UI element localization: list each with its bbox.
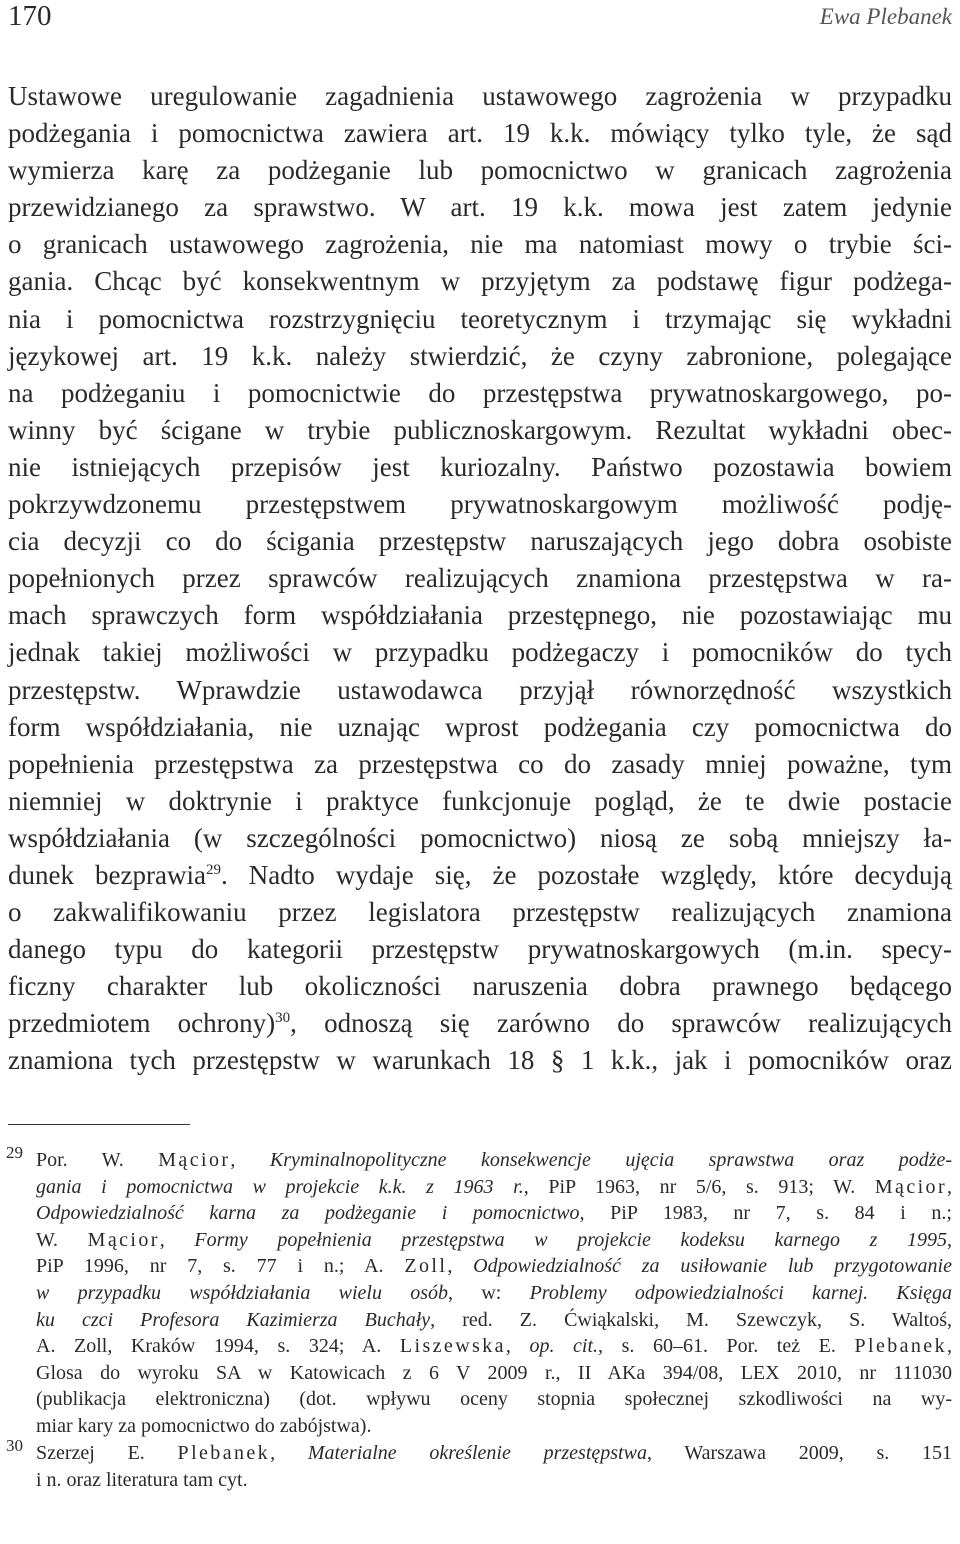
text-line: cia decyzji co do ścigania przestępstw naruszających jego dobra osobiste — [8, 526, 952, 557]
footnote-ref-29[interactable]: 29 — [205, 861, 221, 878]
text-line: językowej art. 19 k.k. należy stwierdzić, że czyny zabronione, polegające — [8, 340, 952, 371]
text-line: popełnionych przez sprawców realizujących znamiona przestępstwa w ra- — [8, 563, 952, 594]
author-name: Mącior — [874, 1175, 948, 1198]
text-line: podżegania i pomocnictwa zawiera art. 19 k.k. mówiący tylko tyle, że sąd — [8, 118, 952, 149]
text-line — [8, 1005, 952, 1042]
text-fragment: , — [946, 1335, 952, 1358]
footnote-line — [36, 1174, 952, 1201]
text-fragment: , w: — [448, 1281, 530, 1304]
footnote-separator — [8, 1124, 190, 1125]
footnote-number: 30 — [6, 1436, 23, 1455]
text-fragment: , — [270, 1442, 308, 1464]
text-fragment: , s. 60–61. Por. też E. — [598, 1335, 855, 1358]
footnote-line — [36, 1440, 952, 1467]
footnote-line — [36, 1253, 952, 1280]
footnote-line: (publikacja elektroniczna) (dot. wpływu oceny stopnia społecznej szkodliwości na wy- — [36, 1388, 952, 1411]
text-line: znamiona tych przestępstw w warunkach 18 § 1 k.k., jak i pomocników oraz — [8, 1045, 952, 1076]
footnote-29 — [36, 1147, 952, 1440]
footnote-line: miar kary za pomocnictwo do zabójstwa). — [36, 1414, 372, 1437]
text-fragment: , — [947, 1228, 953, 1251]
text-line: mach sprawczych form współdziałania przestępnego, nie pozostawiając mu — [8, 600, 952, 631]
footnote-line: i n. oraz literatura tam cyt. — [36, 1468, 248, 1491]
work-title: Odpowiedzialność za usiłowanie lub przygotowanie — [473, 1255, 952, 1278]
text-line: przewidzianego za sprawstwo. W art. 19 k.k. mowa jest zatem jedynie — [8, 192, 952, 223]
text-line: niemniej w doktrynie i praktyce funkcjonuje pogląd, że te dwie postacie — [8, 785, 952, 816]
work-title: Odpowiedzialność karna za podżeganie i pomocnictwo — [36, 1202, 580, 1225]
text-fragment: , — [947, 1175, 953, 1198]
footnote-line — [36, 1147, 952, 1174]
text-line: nie istniejących przepisów jest kuriozalny. Państwo pozostawia bowiem — [8, 451, 952, 482]
footnote-ref-30[interactable]: 30 — [275, 1010, 291, 1027]
work-title: ku czci Profesora Kazimierza Buchały — [36, 1308, 431, 1331]
author-name: Plebanek — [177, 1442, 271, 1464]
author-name: Liszewska — [399, 1335, 506, 1358]
footnote-line — [36, 1333, 952, 1360]
author-name: Zoll — [404, 1255, 448, 1278]
text-line: przestępstw. Wprawdzie ustawodawca przyjął równorzędność wszystkich — [8, 674, 952, 705]
text-line: ficzny charakter lub okoliczności naruszenia dobra prawnego będącego — [8, 971, 952, 1002]
author-name: Plebanek — [854, 1335, 947, 1358]
text-fragment: W. — [36, 1228, 88, 1251]
text-line: wymierza karę za podżeganie lub pomocnictwo w granicach zagrożenia — [8, 155, 952, 186]
work-title: Materialne określenie przestępstwa — [307, 1442, 647, 1464]
text-line: Ustawowe uregulowanie zagadnienia ustawowego zagrożenia w przypadku — [8, 81, 952, 111]
text-fragment: , red. Z. Ćwiąkalski, M. Szewczyk, S. Waltoś, — [430, 1308, 952, 1331]
text-fragment: , — [505, 1335, 530, 1358]
text-line: o granicach ustawowego zagrożenia, nie ma natomiast mowy o trybie ści- — [8, 229, 952, 260]
text-fragment: , PiP 1983, nr 7, s. 84 i n.; — [579, 1202, 952, 1225]
text-line: pokrzywdzonemu przestępstwem prywatnoskargowym możliwość podję- — [8, 489, 952, 520]
body-paragraph — [8, 78, 952, 1080]
running-head-author: Ewa Plebanek — [819, 4, 952, 29]
text-line — [8, 857, 952, 894]
text-fragment: , — [159, 1228, 195, 1251]
text-line: na podżeganiu i pomocnictwie do przestępstwa prywatnoskargowego, po- — [8, 377, 952, 408]
text-fragment: PiP 1996, nr 7, s. 77 i n.; A. — [36, 1255, 405, 1278]
footnote-number: 29 — [6, 1143, 23, 1162]
footnote-line — [36, 1200, 952, 1227]
work-title: Formy popełnienia przestępstwa w projekcie kodeksu karnego z 1995 — [194, 1228, 948, 1251]
footnote-line — [36, 1307, 952, 1334]
text-fragment: dunek bezprawia — [8, 859, 206, 890]
text-line: popełnienia przestępstwa za przestępstwa co do zasady mniej poważne, tym — [8, 748, 952, 779]
text-line: winny być ścigane w trybie publicznoskargowym. Rezultat wykładni obec- — [8, 414, 952, 445]
text-line: jednak takiej możliwości w przypadku podżegaczy i pomocników do tych — [8, 637, 952, 668]
footnote-line — [36, 1227, 952, 1254]
text-fragment: przedmiotem ochrony) — [8, 1008, 276, 1039]
page-header — [8, 0, 952, 36]
text-line: o zakwalifikowaniu przez legislatora przestępstw realizujących znamiona — [8, 897, 952, 928]
text-fragment: . Nadto wydaje się, że pozostałe względy, które decydują — [220, 859, 952, 890]
author-name: Mącior — [87, 1228, 160, 1251]
text-line: form współdziałania, nie uznając wprost podżegania czy pomocnictwa do — [8, 711, 952, 742]
text-fragment: Por. W. — [36, 1149, 159, 1171]
text-fragment: , Warszawa 2009, s. 151 — [646, 1442, 953, 1464]
author-name: Mącior — [158, 1149, 231, 1171]
text-line: współdziałania (w szczególności pomocnictwo) niosą ze sobą mniejszy ła- — [8, 822, 952, 853]
work-title: Problemy odpowiedzialności karnej. Księga — [529, 1281, 952, 1304]
text-fragment: A. Zoll, Kraków 1994, s. 324; A. — [36, 1335, 400, 1358]
text-fragment: , — [230, 1149, 270, 1171]
text-fragment: , PiP 1963, nr 5/6, s. 913; W. — [523, 1175, 875, 1198]
work-title: w przypadku współdziałania wielu osób — [36, 1281, 449, 1304]
footnote-line — [36, 1280, 952, 1307]
page-number: 170 — [8, 0, 52, 32]
work-title: op. cit. — [529, 1335, 599, 1358]
text-line: danego typu do kategorii przestępstw prywatnoskargowych (m.in. specy- — [8, 934, 952, 965]
footnote-30 — [36, 1440, 952, 1493]
footnote-line: Glosa do wyroku SA w Katowicach z 6 V 2009 r., II AKa 394/08, LEX 2010, nr 111030 — [36, 1361, 952, 1384]
text-fragment: , odnoszą się zarówno do sprawców realizujących — [290, 1008, 952, 1039]
text-fragment: , — [447, 1255, 474, 1278]
work-title: Kryminalnopolityczne konsekwencje ujęcia sprawstwa oraz podże- — [269, 1149, 953, 1171]
work-title: gania i pomocnictwa w projekcie k.k. z 1963 r. — [36, 1175, 524, 1198]
text-line: gania. Chcąc być konsekwentnym w przyjętym za podstawę figur podżega- — [8, 266, 952, 297]
text-line: nia i pomocnictwa rozstrzygnięciu teoretycznym i trzymając się wykładni — [8, 303, 952, 334]
text-fragment: Szerzej E. — [36, 1442, 178, 1464]
